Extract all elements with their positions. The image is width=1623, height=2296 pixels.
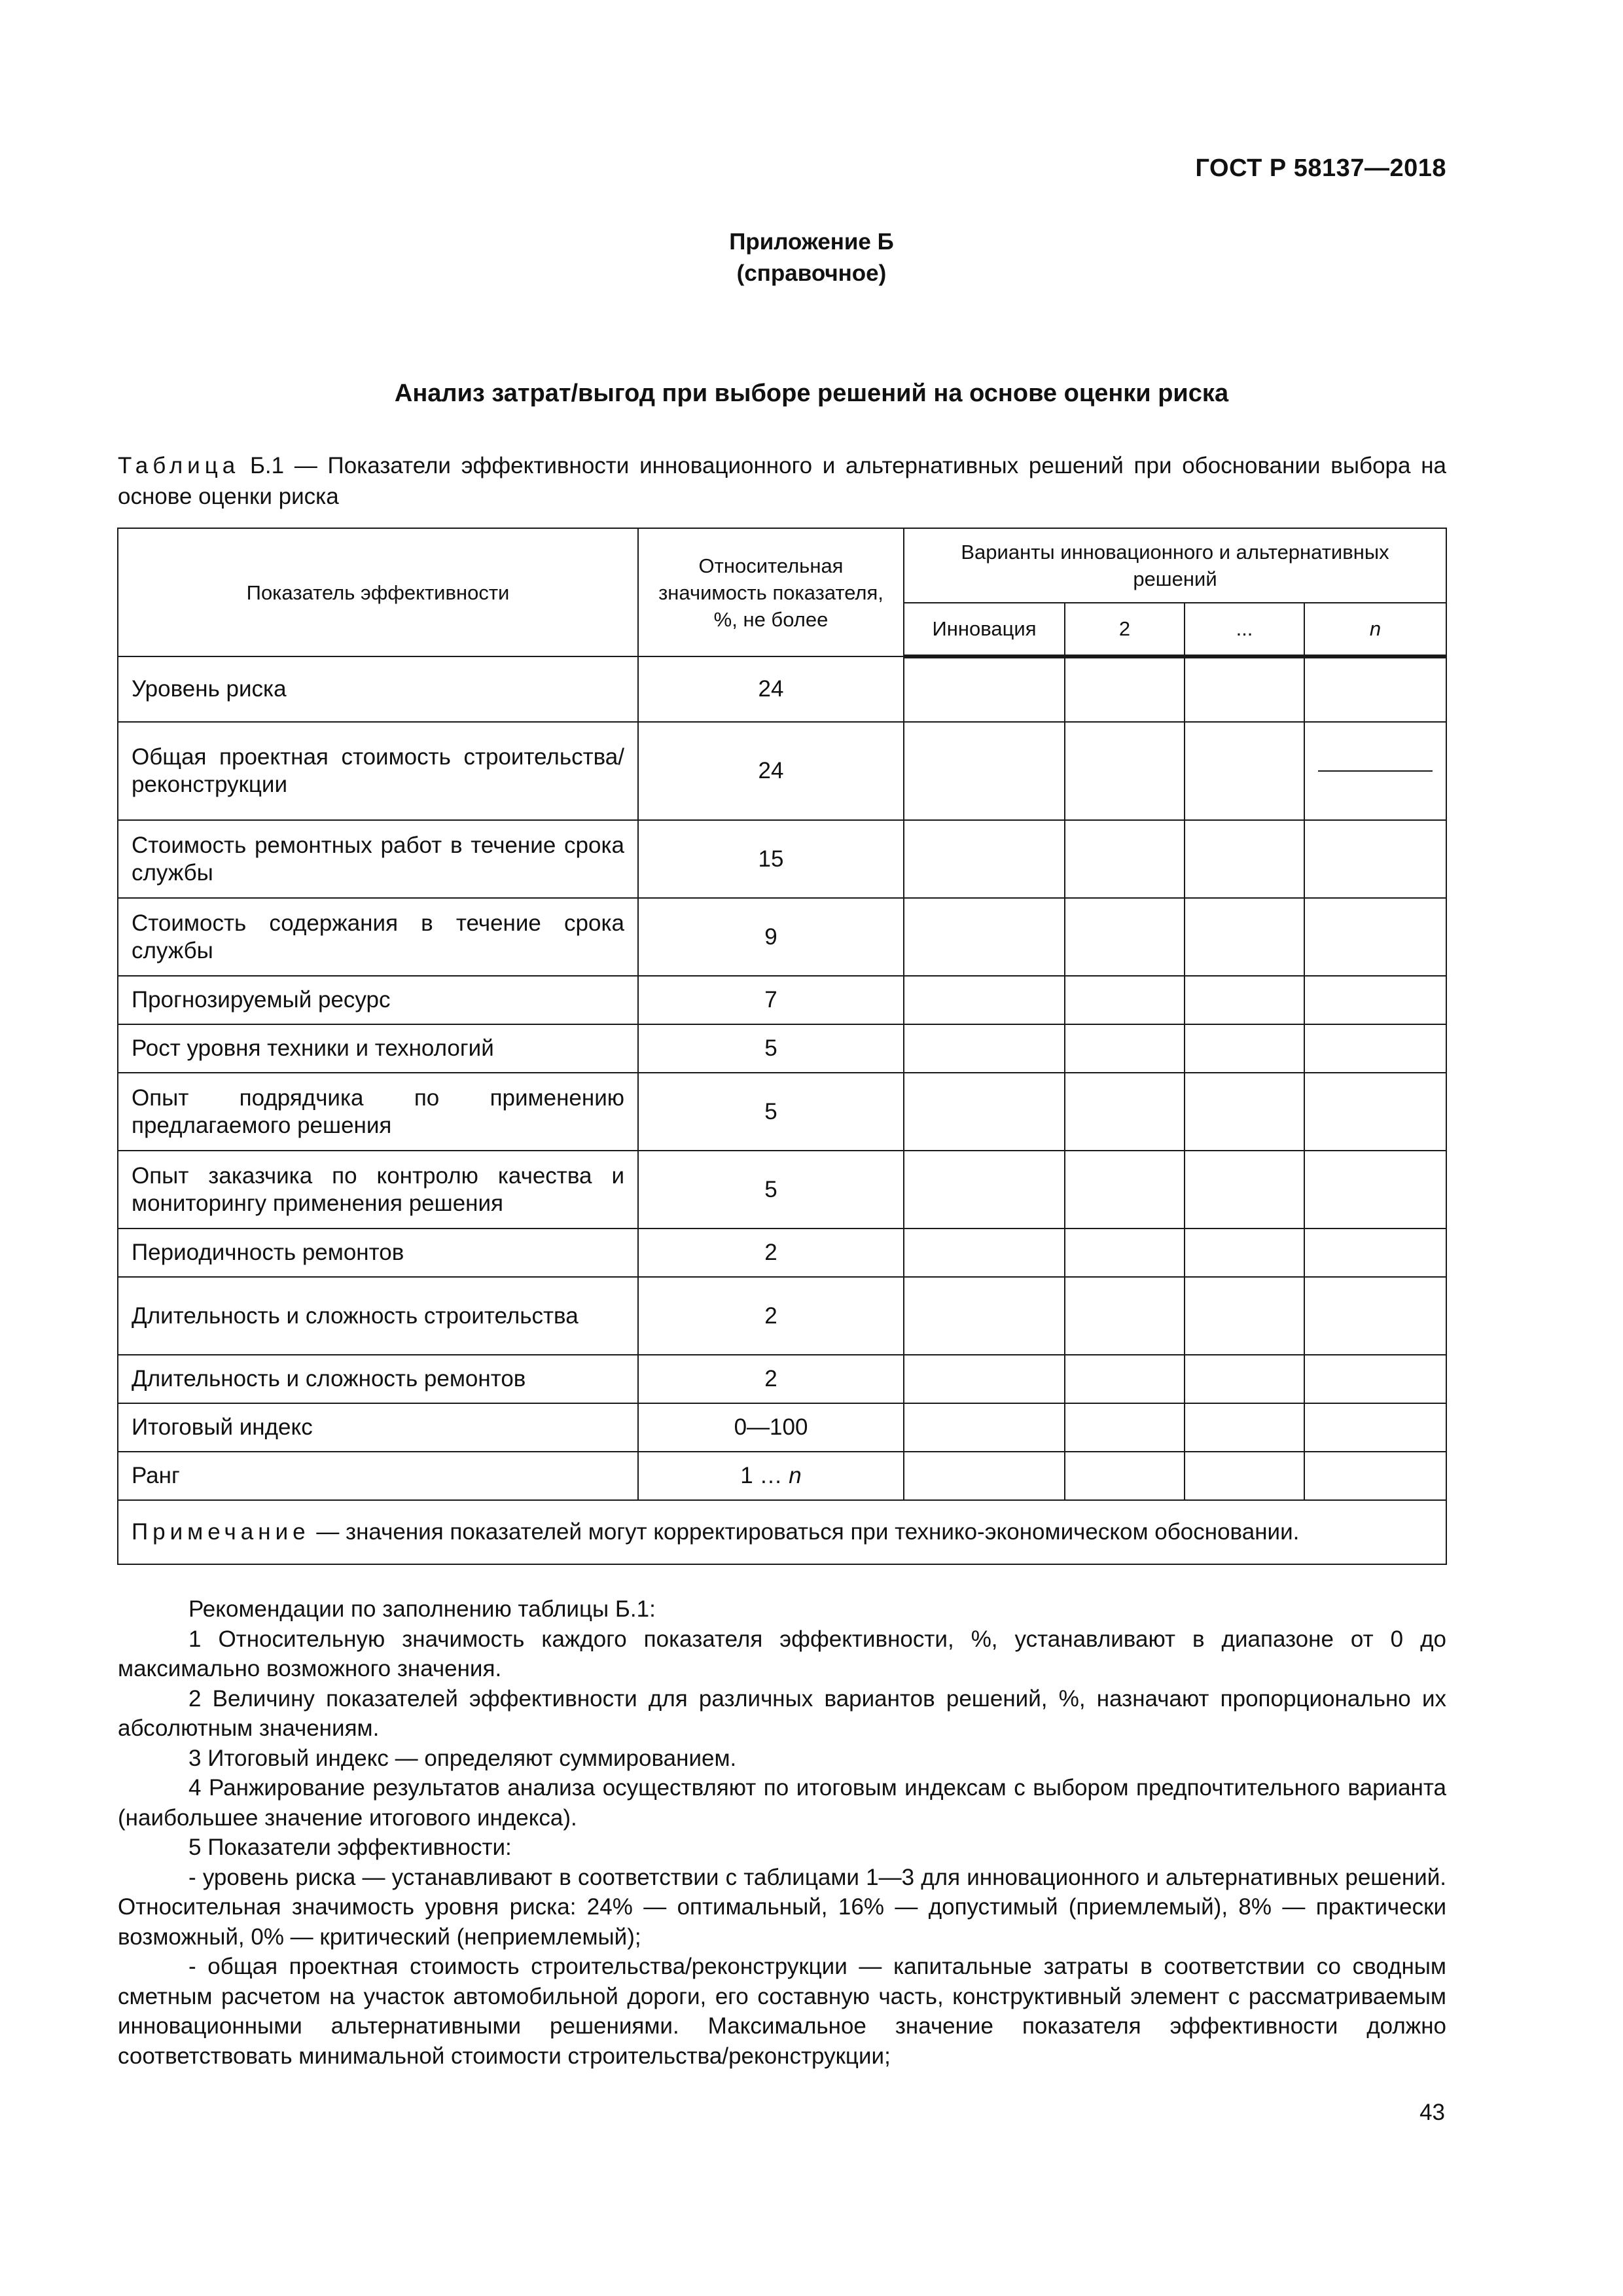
variant-cell bbox=[1065, 976, 1185, 1024]
variant-cell bbox=[1304, 1277, 1446, 1355]
row-indicator: Рост уровня техники и технологий bbox=[118, 1024, 638, 1073]
row-value: 5 bbox=[638, 1073, 904, 1151]
rank-range-prefix: 1 … bbox=[740, 1463, 789, 1488]
header-significance: Относительная значимость показателя, %, не более bbox=[638, 528, 904, 656]
table-caption-prefix: Таблица bbox=[118, 453, 240, 478]
variant-cell bbox=[904, 1277, 1065, 1355]
row-indicator: Итоговый индекс bbox=[118, 1403, 638, 1452]
variant-cell bbox=[1065, 722, 1185, 820]
row-value: 2 bbox=[638, 1277, 904, 1355]
recommendation-item: 4 Ранжирование результатов анализа осуществляют по итоговым индексам с выбором предпочтительного варианта (наибольшее значение итогового индекса). bbox=[118, 1775, 1446, 1831]
variant-cell bbox=[1065, 1024, 1185, 1073]
appendix-title: Приложение Б bbox=[729, 229, 894, 255]
recommendation-item: - уровень риска — устанавливают в соответствии с таблицами 1—3 для инновационного и альтернативных решений. Относительная значимость уровня риска: 24% — оптимальный, 16% — допустимый (приемлемый), 8% — практически возможный, 0% — критический (неприемлемый); bbox=[118, 1864, 1446, 1950]
table-row bbox=[118, 1355, 1446, 1403]
variant-cell bbox=[904, 1403, 1065, 1452]
row-indicator: Стоимость содержания в течение срока службы bbox=[118, 898, 638, 976]
variant-cell bbox=[1304, 1355, 1446, 1403]
variant-cell bbox=[904, 898, 1065, 976]
note-label: Примечание bbox=[132, 1519, 310, 1545]
table-row bbox=[118, 976, 1446, 1024]
table-row bbox=[118, 1452, 1446, 1500]
variant-cell bbox=[1185, 898, 1304, 976]
variant-cell bbox=[1304, 1151, 1446, 1229]
variant-cell bbox=[1185, 1277, 1304, 1355]
variant-cell bbox=[1065, 1073, 1185, 1151]
variant-cell bbox=[1065, 1355, 1185, 1403]
recommendation-item: 2 Величину показателей эффективности для различных вариантов решений, %, назначают пропорционально их абсолютным значениям. bbox=[118, 1685, 1446, 1741]
variant-cell bbox=[904, 656, 1065, 722]
variant-cell bbox=[1304, 820, 1446, 898]
row-value: 5 bbox=[638, 1024, 904, 1073]
appendix-heading bbox=[0, 226, 1623, 289]
header-variant-innovation: Инновация bbox=[904, 603, 1065, 656]
header-indicator: Показатель эффективности bbox=[118, 528, 638, 656]
recommendation-item: 1 Относительную значимость каждого показателя эффективности, %, устанавливают в диапазоне от 0 до максимально возможного значения. bbox=[118, 1626, 1446, 1681]
document-code: ГОСТ Р 58137—2018 bbox=[1195, 154, 1446, 182]
appendix-subtitle: (справочное) bbox=[736, 260, 887, 286]
variant-cell bbox=[1304, 1073, 1446, 1151]
variant-cell bbox=[1304, 1452, 1446, 1500]
table-row bbox=[118, 656, 1446, 722]
note-text: — значения показателей могут корректироваться при технико-экономическом обосновании. bbox=[310, 1519, 1300, 1545]
table-note bbox=[118, 1500, 1446, 1564]
variant-cell-split bbox=[1304, 722, 1446, 820]
row-value: 5 bbox=[638, 1151, 904, 1229]
row-value: 24 bbox=[638, 656, 904, 722]
row-value: 9 bbox=[638, 898, 904, 976]
row-value: 2 bbox=[638, 1355, 904, 1403]
table-caption bbox=[118, 450, 1446, 512]
variant-cell bbox=[1304, 1403, 1446, 1452]
table-row bbox=[118, 820, 1446, 898]
variant-cell bbox=[1185, 976, 1304, 1024]
table-row bbox=[118, 1151, 1446, 1229]
header-variant-2: 2 bbox=[1065, 603, 1185, 656]
row-indicator: Прогнозируемый ресурс bbox=[118, 976, 638, 1024]
row-indicator: Длительность и сложность ремонтов bbox=[118, 1355, 638, 1403]
table-row bbox=[118, 898, 1446, 976]
variant-cell bbox=[1065, 1403, 1185, 1452]
variant-cell bbox=[1065, 1452, 1185, 1500]
variant-cell bbox=[1304, 1024, 1446, 1073]
variant-cell bbox=[1185, 1073, 1304, 1151]
variant-cell bbox=[904, 976, 1065, 1024]
variant-cell bbox=[1185, 1355, 1304, 1403]
table-row bbox=[118, 1277, 1446, 1355]
variant-cell bbox=[1185, 1452, 1304, 1500]
recommendations-intro: Рекомендации по заполнению таблицы Б.1: bbox=[188, 1596, 656, 1622]
variant-cell bbox=[904, 1229, 1065, 1277]
variant-cell bbox=[1304, 1229, 1446, 1277]
split-cell-top bbox=[1318, 723, 1433, 772]
table-caption-text: Б.1 — Показатели эффективности инновационного и альтернативных решений при обосновании выбора на основе оценки риска bbox=[118, 453, 1446, 509]
row-value: 15 bbox=[638, 820, 904, 898]
variant-cell bbox=[1065, 898, 1185, 976]
variant-cell bbox=[1065, 820, 1185, 898]
page-number: 43 bbox=[1419, 2100, 1445, 2125]
recommendations bbox=[118, 1594, 1446, 2071]
row-indicator: Стоимость ремонтных работ в течение срока службы bbox=[118, 820, 638, 898]
row-indicator: Ранг bbox=[118, 1452, 638, 1500]
rank-range-n: n bbox=[789, 1463, 802, 1488]
variant-cell bbox=[904, 1073, 1065, 1151]
row-value: 7 bbox=[638, 976, 904, 1024]
variant-cell bbox=[1185, 722, 1304, 820]
variant-cell bbox=[1185, 1229, 1304, 1277]
variant-cell bbox=[904, 820, 1065, 898]
row-value bbox=[638, 1452, 904, 1500]
variant-cell bbox=[904, 1452, 1065, 1500]
variant-cell bbox=[1065, 1151, 1185, 1229]
variant-cell bbox=[904, 1355, 1065, 1403]
row-indicator: Длительность и сложность строительства bbox=[118, 1277, 638, 1355]
section-title: Анализ затрат/выгод при выборе решений на основе оценки риска bbox=[394, 380, 1229, 407]
variant-cell bbox=[1185, 656, 1304, 722]
row-indicator: Периодичность ремонтов bbox=[118, 1229, 638, 1277]
row-indicator: Уровень риска bbox=[118, 656, 638, 722]
split-cell-bottom bbox=[1318, 772, 1433, 819]
table-row bbox=[118, 1403, 1446, 1452]
variant-cell bbox=[904, 722, 1065, 820]
variant-cell bbox=[1185, 1403, 1304, 1452]
table-row bbox=[118, 1073, 1446, 1151]
recommendation-item: 5 Показатели эффективности: bbox=[188, 1835, 512, 1860]
header-variants: Варианты инновационного и альтернативных решений bbox=[904, 528, 1446, 603]
variant-cell bbox=[1185, 1151, 1304, 1229]
variant-cell bbox=[1304, 898, 1446, 976]
header-variant-ellipsis: ... bbox=[1185, 603, 1304, 656]
row-indicator: Общая проектная стоимость строительства/реконструкции bbox=[118, 722, 638, 820]
indicators-table bbox=[117, 528, 1447, 1565]
variant-cell bbox=[904, 1151, 1065, 1229]
variant-cell bbox=[1065, 656, 1185, 722]
header-variant-n: n bbox=[1304, 603, 1446, 656]
variant-cell bbox=[1185, 820, 1304, 898]
variant-cell bbox=[1304, 656, 1446, 722]
variant-cell bbox=[904, 1024, 1065, 1073]
variant-cell bbox=[1065, 1229, 1185, 1277]
variant-cell bbox=[1065, 1277, 1185, 1355]
row-indicator: Опыт подрядчика по применению предлагаемого решения bbox=[118, 1073, 638, 1151]
recommendation-item: 3 Итоговый индекс — определяют суммированием. bbox=[188, 1745, 737, 1771]
variant-cell bbox=[1185, 1024, 1304, 1073]
row-value: 0—100 bbox=[638, 1403, 904, 1452]
variant-cell bbox=[1304, 976, 1446, 1024]
table-note-row bbox=[118, 1500, 1446, 1564]
row-value: 2 bbox=[638, 1229, 904, 1277]
row-value: 24 bbox=[638, 722, 904, 820]
row-indicator: Опыт заказчика по контролю качества и мониторингу применения решения bbox=[118, 1151, 638, 1229]
table-row bbox=[118, 1024, 1446, 1073]
recommendation-item: - общая проектная стоимость строительства/реконструкции — капитальные затраты в соответствии со сводным сметным расчетом на участок автомобильной дороги, его составную часть, конструктивный элемент с рассматриваемым инновационными альтернативными решениями. Максимальное значение показателя эффективности должно соответствовать минимальной стоимости строительства/реконструкции; bbox=[118, 1954, 1446, 2069]
table-row bbox=[118, 722, 1446, 820]
table-row bbox=[118, 1229, 1446, 1277]
